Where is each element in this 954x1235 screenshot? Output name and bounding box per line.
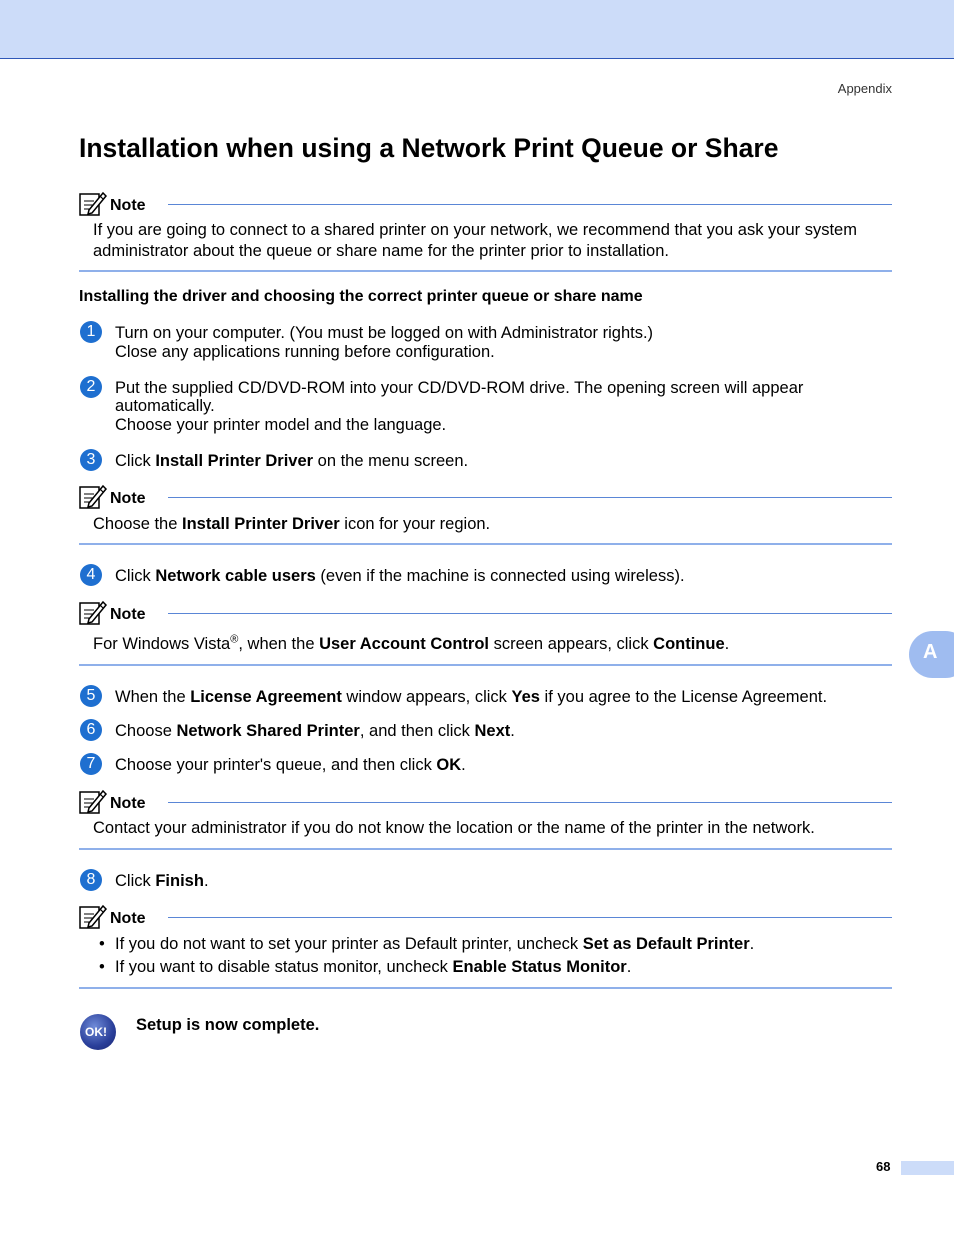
step-text: Click Install Printer Driver on the menu screen.: [115, 452, 469, 470]
step-number-1: 1: [80, 321, 102, 343]
note-label: Note: [110, 606, 146, 623]
note-pencil-icon: [79, 788, 107, 814]
note-label: Note: [110, 910, 146, 927]
step-number-6: 6: [80, 719, 102, 741]
note-pencil-icon: [79, 903, 107, 929]
page-number: 68: [876, 1159, 891, 1174]
step-text: Choose your printer's queue, and then click OK.: [115, 756, 466, 774]
step-number-2: 2: [80, 376, 102, 398]
ok-badge-text: OK!: [85, 1025, 107, 1039]
step-number-5: 5: [80, 685, 102, 707]
note-rule: [168, 613, 892, 614]
note-rule: [168, 802, 892, 803]
step-text: automatically.: [115, 397, 215, 415]
note-header: [79, 483, 892, 509]
note-rule: [168, 204, 892, 205]
side-tab-letter: A: [923, 641, 938, 663]
note-end-rule: [79, 664, 892, 666]
step-text: Click Network cable users (even if the machine is connected using wireless).: [115, 567, 685, 585]
step-number-7: 7: [80, 753, 102, 775]
note-text-line: administrator about the queue or share name for the printer prior to installation.: [93, 242, 669, 260]
note-bullet-text: If you do not want to set your printer as Default printer, uncheck Set as Default Printer.: [115, 935, 755, 953]
bullet-icon: •: [99, 958, 105, 976]
note-end-rule: [79, 543, 892, 545]
page-title: Installation when using a Network Print Queue or Share: [79, 133, 779, 163]
step-text: Choose your printer model and the language.: [115, 416, 447, 434]
note-text-line: If you are going to connect to a shared printer on your network, we recommend that you ask your system: [93, 221, 857, 239]
appendix-side-tab: [909, 631, 954, 678]
step-text: Choose Network Shared Printer, and then click Next.: [115, 722, 515, 740]
step-text: When the License Agreement window appears, click Yes if you agree to the License Agreement.: [115, 688, 828, 706]
note-header: [79, 788, 892, 814]
note-header: [79, 599, 892, 625]
setup-complete-text: Setup is now complete.: [136, 1016, 320, 1034]
note-rule: [168, 917, 892, 918]
step-text: Close any applications running before configuration.: [115, 343, 495, 361]
section-subtitle: Installing the driver and choosing the correct printer queue or share name: [79, 288, 643, 305]
step-text: Put the supplied CD/DVD-ROM into your CD/DVD-ROM drive. The opening screen will appear: [115, 379, 804, 397]
note-end-rule: [79, 848, 892, 850]
note-label: Note: [110, 197, 146, 214]
note-pencil-icon: [79, 190, 107, 216]
note-rule: [168, 497, 892, 498]
note-label: Note: [110, 490, 146, 507]
step-text: Click Finish.: [115, 872, 209, 890]
note-end-rule: [79, 270, 892, 272]
bullet-icon: •: [99, 935, 105, 953]
note-header: [79, 190, 892, 216]
note-text: Contact your administrator if you do not know the location or the name of the printer in the network.: [93, 819, 815, 837]
note-pencil-icon: [79, 599, 107, 625]
step-number-4: 4: [80, 564, 102, 586]
note-pencil-icon: [79, 483, 107, 509]
section-label: Appendix: [837, 81, 892, 96]
note-header: [79, 903, 892, 929]
step-text: Turn on your computer. (You must be logged on with Administrator rights.): [115, 324, 654, 342]
step-number-3: 3: [80, 449, 102, 471]
note-label: Note: [110, 795, 146, 812]
page-number-bar: [901, 1161, 954, 1175]
header-band: [0, 0, 954, 59]
note-text: For Windows Vista®, when the User Account Control screen appears, click Continue.: [93, 633, 730, 653]
step-number-8: 8: [80, 869, 102, 891]
note-bullet-text: If you want to disable status monitor, uncheck Enable Status Monitor.: [115, 958, 632, 976]
note-end-rule: [79, 987, 892, 989]
ok-badge-icon: [80, 1014, 116, 1050]
note-text: Choose the Install Printer Driver icon for your region.: [93, 515, 491, 533]
